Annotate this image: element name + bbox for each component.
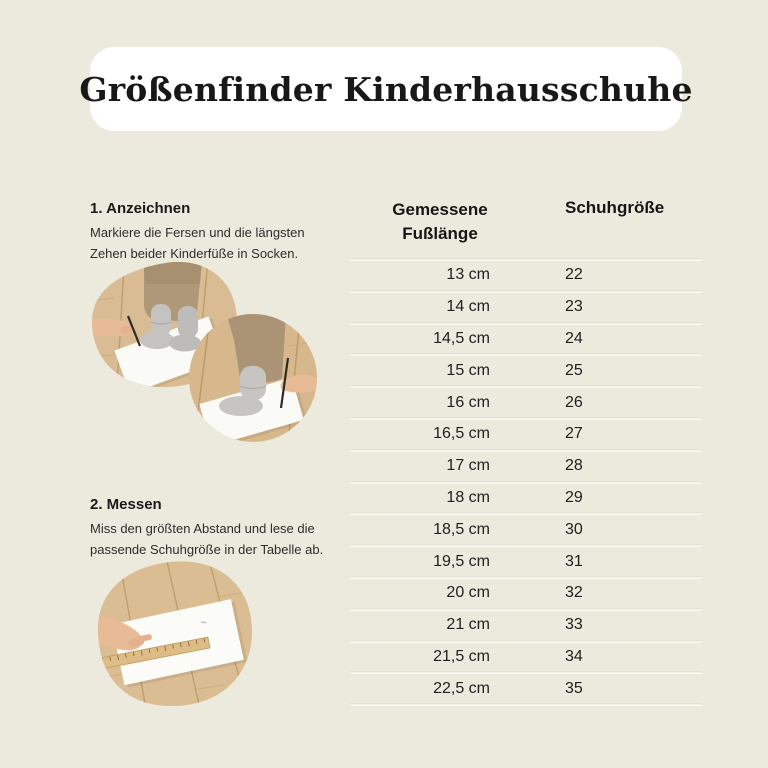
foot-length-cell: 22,5 cm xyxy=(433,679,490,697)
step2-heading: 2. Messen xyxy=(90,496,162,513)
step1-description: Markiere die Fersen und die längsten Zehen beider Kinderfüße in Socken. xyxy=(90,225,305,261)
shoe-size-cell: 31 xyxy=(565,552,583,570)
step1-feet-marking-photo xyxy=(88,260,328,446)
foot-length-cell: 21,5 cm xyxy=(433,647,490,665)
foot-length-cell: 21 cm xyxy=(446,616,490,634)
table-row xyxy=(350,484,702,513)
row-divider xyxy=(350,703,702,706)
table-row xyxy=(350,611,702,640)
table-row xyxy=(350,420,702,449)
table-row xyxy=(350,388,702,417)
table-row xyxy=(350,356,702,385)
foot-length-cell: 19,5 cm xyxy=(433,552,490,570)
table-header-shoe-size: Schuhgröße xyxy=(565,198,665,217)
table-row xyxy=(350,261,702,290)
step2-ruler-measuring-photo xyxy=(88,557,263,712)
table-row xyxy=(350,452,702,481)
foot-length-cell: 13 cm xyxy=(446,266,490,284)
shoe-size-cell: 28 xyxy=(565,457,583,475)
table-row xyxy=(350,515,702,544)
foot-length-cell: 14 cm xyxy=(446,298,490,316)
step2-photo xyxy=(88,557,263,712)
foot-length-cell: 16 cm xyxy=(446,393,490,411)
foot-length-cell: 17 cm xyxy=(446,457,490,475)
foot-length-cell: 20 cm xyxy=(446,584,490,602)
shoe-size-cell: 30 xyxy=(565,520,583,538)
header-card xyxy=(79,47,693,131)
shoe-size-cell: 22 xyxy=(565,266,583,284)
step1-heading: 1. Anzeichnen xyxy=(90,200,191,217)
size-table-rows xyxy=(350,258,702,706)
shoe-size-cell: 24 xyxy=(565,329,583,347)
table-row xyxy=(350,547,702,576)
table-row xyxy=(350,579,702,608)
foot-length-cell: 14,5 cm xyxy=(433,329,490,347)
page-title: Größenfinder Kinderhausschuhe xyxy=(79,69,693,109)
foot-length-cell: 18,5 cm xyxy=(433,520,490,538)
foot-length-cell: 18 cm xyxy=(446,488,490,506)
table-header-foot-length: Gemessene Fußlänge xyxy=(392,200,488,244)
table-row xyxy=(350,293,702,322)
shoe-size-cell: 35 xyxy=(565,679,583,697)
table-row xyxy=(350,325,702,354)
shoe-size-cell: 27 xyxy=(565,425,583,443)
shoe-size-cell: 23 xyxy=(565,298,583,316)
table-row xyxy=(350,674,702,703)
shoe-size-cell: 26 xyxy=(565,393,583,411)
shoe-size-cell: 29 xyxy=(565,488,583,506)
shoe-size-cell: 34 xyxy=(565,647,583,665)
table-row xyxy=(350,643,702,672)
shoe-size-cell: 32 xyxy=(565,584,583,602)
foot-length-cell: 15 cm xyxy=(446,361,490,379)
step2-description: Miss den größten Abstand und lese die passende Schuhgröße in der Tabelle ab. xyxy=(90,521,324,557)
shoe-size-cell: 33 xyxy=(565,616,583,634)
foot-length-cell: 16,5 cm xyxy=(433,425,490,443)
shoe-size-cell: 25 xyxy=(565,361,583,379)
